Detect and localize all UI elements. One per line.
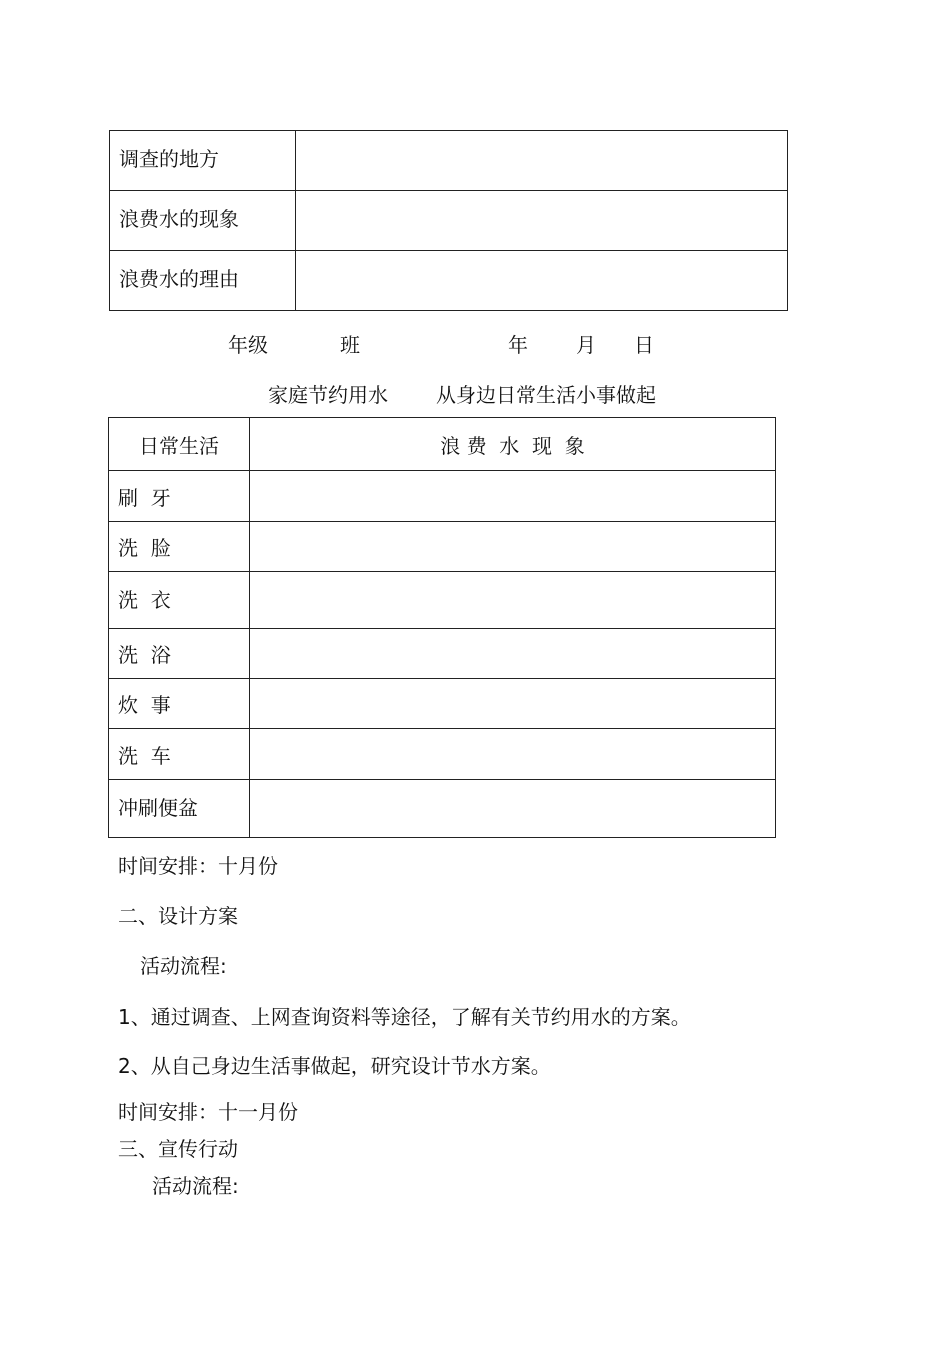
date-year: 年 xyxy=(508,333,528,357)
table-row xyxy=(109,471,776,522)
table-row xyxy=(109,572,776,629)
date-day: 日 xyxy=(634,333,654,357)
table-header-row xyxy=(109,418,776,471)
date-grade: 年级 xyxy=(228,333,268,357)
activity-flow-label-2: 活动流程: xyxy=(152,1174,239,1198)
step-2: 2、从自己身边生活事做起，研究设计节水方案。 xyxy=(118,1054,551,1078)
table-row xyxy=(109,780,776,838)
header-waste-phenomenon: 浪 费 水 现 象 xyxy=(250,418,776,471)
row-label-cooking: 炊 事 xyxy=(109,679,250,729)
survey-value-place[interactable] xyxy=(296,131,788,191)
section-design-plan: 二、设计方案 xyxy=(118,904,238,928)
table-row xyxy=(109,679,776,729)
row-value-wash-face[interactable] xyxy=(250,522,776,572)
survey-label-reason: 浪费水的理由 xyxy=(110,251,296,311)
row-label-bath: 洗 浴 xyxy=(109,629,250,679)
table-row xyxy=(110,251,788,311)
daily-title-part2: 从身边日常生活小事做起 xyxy=(436,383,656,407)
section-publicity: 三、宣传行动 xyxy=(118,1137,238,1161)
row-label-wash-face: 洗 脸 xyxy=(109,522,250,572)
survey-value-phenomenon[interactable] xyxy=(296,191,788,251)
table-row xyxy=(110,131,788,191)
daily-title-part1: 家庭节约用水 xyxy=(268,383,388,407)
survey-table xyxy=(109,130,788,311)
activity-flow-label: 活动流程: xyxy=(140,954,227,978)
daily-table xyxy=(108,417,776,838)
row-label-toilet-flush: 冲刷便盆 xyxy=(109,780,250,838)
row-value-laundry[interactable] xyxy=(250,572,776,629)
date-class: 班 xyxy=(340,333,360,357)
table-row xyxy=(109,522,776,572)
row-label-brush-teeth: 刷 牙 xyxy=(109,471,250,522)
survey-label-place: 调查的地方 xyxy=(110,131,296,191)
header-daily-life: 日常生活 xyxy=(109,418,250,471)
table-row xyxy=(109,629,776,679)
survey-label-phenomenon: 浪费水的现象 xyxy=(110,191,296,251)
time-schedule-nov: 时间安排：十一月份 xyxy=(118,1100,298,1124)
row-label-laundry: 洗 衣 xyxy=(109,572,250,629)
row-value-car-wash[interactable] xyxy=(250,729,776,780)
step-1: 1、通过调查、上网查询资料等途径，了解有关节约用水的方案。 xyxy=(118,1005,691,1029)
time-schedule-oct: 时间安排：十月份 xyxy=(118,854,278,878)
row-value-brush-teeth[interactable] xyxy=(250,471,776,522)
survey-value-reason[interactable] xyxy=(296,251,788,311)
table-row xyxy=(109,729,776,780)
row-label-car-wash: 洗 车 xyxy=(109,729,250,780)
row-value-cooking[interactable] xyxy=(250,679,776,729)
table-row xyxy=(110,191,788,251)
date-month: 月 xyxy=(576,333,596,357)
row-value-bath[interactable] xyxy=(250,629,776,679)
row-value-toilet-flush[interactable] xyxy=(250,780,776,838)
